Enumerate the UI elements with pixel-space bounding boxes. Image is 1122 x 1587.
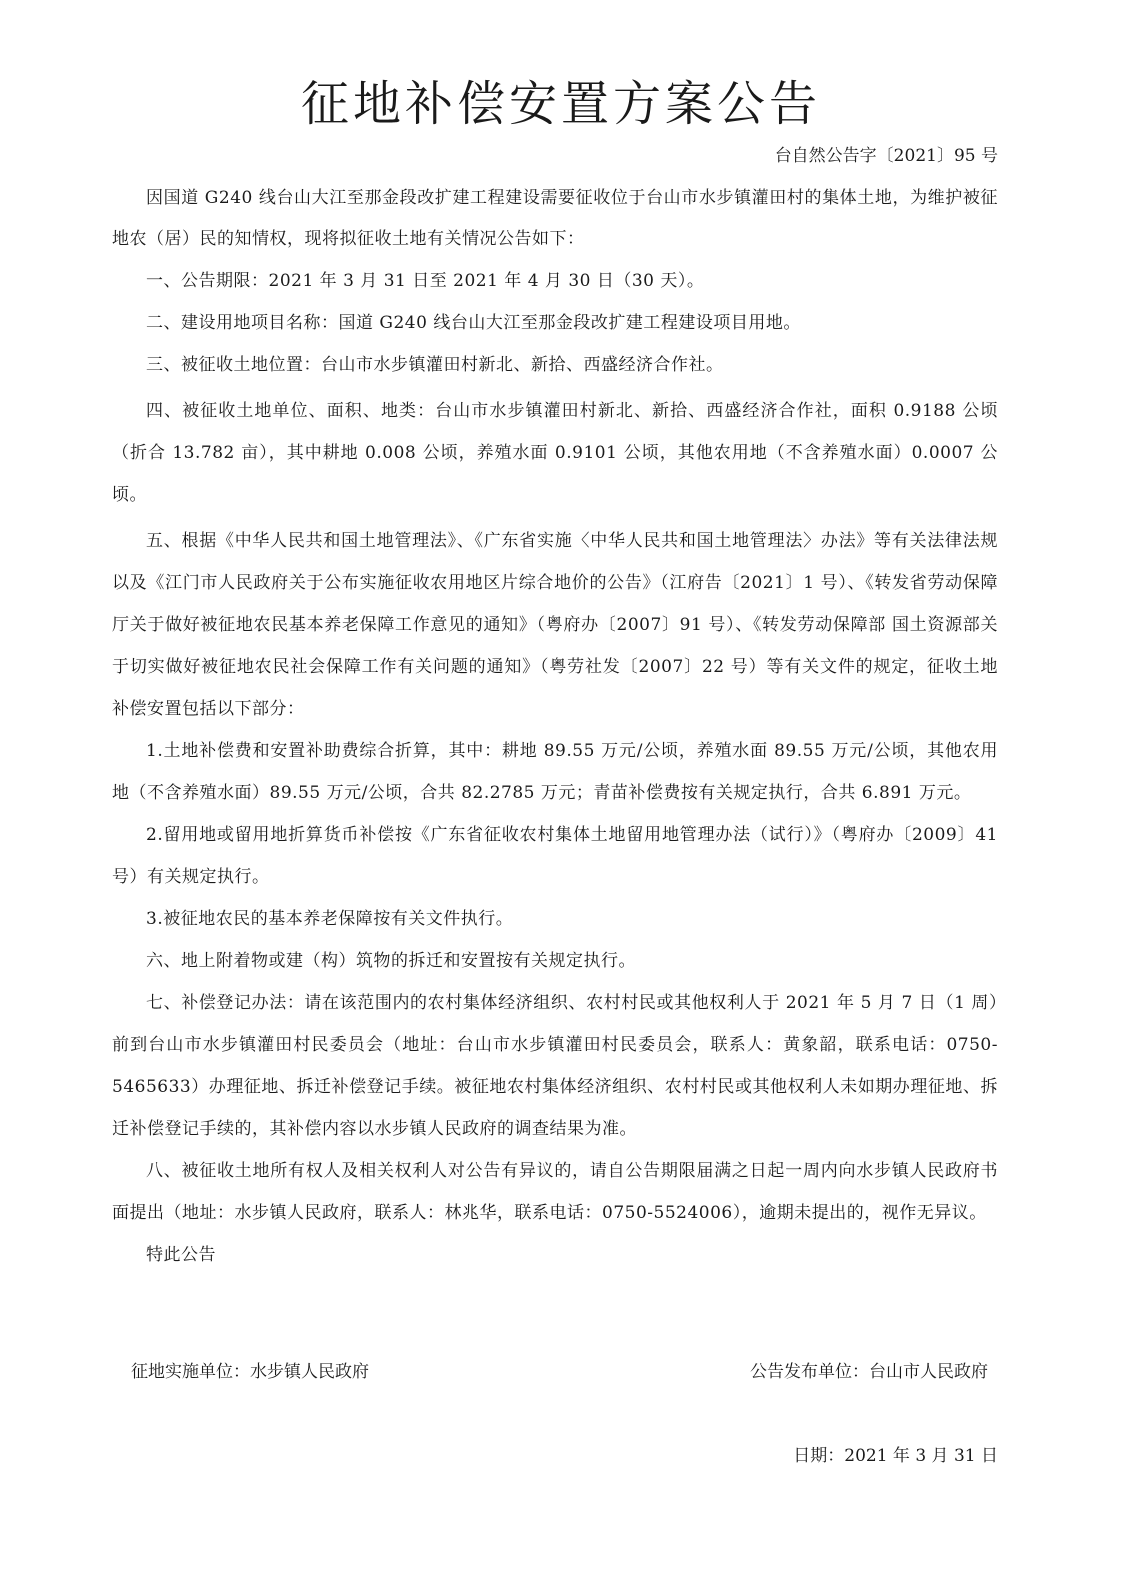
section-7-paragraph: 七、补偿登记办法：请在该范围内的农村集体经济组织、农村村民或其他权利人于 2021 年 5 月 7 日（1 周）前到台山市水步镇灌田村民委员会（地址：台山市水步镇灌田村民委员会，联系人：黄象韶，联系电话：0750-5465633）办理征地、拆迁补偿登记手续。被征地农村集体经济组织、农村村民或其他权利人未如期办理征地、拆迁补偿登记手续的，其补偿内容以水步镇人民政府的调查结果为准。 xyxy=(112,993,998,1139)
section-1-paragraph: 一、公告期限：2021 年 3 月 31 日至 2021 年 4 月 30 日（30 天）。 xyxy=(146,271,705,291)
section-3-paragraph: 三、被征收土地位置：台山市水步镇灌田村新北、新拾、西盛经济合作社。 xyxy=(146,355,724,375)
section-6-paragraph: 六、地上附着物或建（构）筑物的拆迁和安置按有关规定执行。 xyxy=(146,951,636,971)
implementing-unit: 征地实施单位：水步镇人民政府 xyxy=(131,1362,369,1382)
publishing-unit: 公告发布单位：台山市人民政府 xyxy=(750,1362,988,1382)
closing-paragraph: 特此公告 xyxy=(146,1245,216,1265)
item-1-paragraph: 1.土地补偿费和安置补助费综合折算，其中：耕地 89.55 万元/公顷，养殖水面 89.55 万元/公顷，其他农用地（不含养殖水面）89.55 万元/公顷，合共 82.2785 万元；青苗补偿费按有关规定执行，合共 6.891 万元。 xyxy=(112,741,998,803)
page-title: 征地补偿安置方案公告 xyxy=(300,76,821,132)
item-3-paragraph: 3.被征地农民的基本养老保障按有关文件执行。 xyxy=(146,909,514,929)
notice-body xyxy=(112,178,998,1276)
publish-date: 日期：2021 年 3 月 31 日 xyxy=(793,1446,998,1466)
document-number: 台自然公告字〔2021〕95 号 xyxy=(774,146,998,166)
section-5-paragraph: 五、根据《中华人民共和国土地管理法》、《广东省实施〈中华人民共和国土地管理法〉办法》等有关法律法规以及《江门市人民政府关于公布实施征收农用地区片综合地价的公告》（江府告〔2021〕1 号）、《转发省劳动保障厅关于做好被征地农民基本养老保障工作意见的通知》（粤府办〔2007〕91 号）、《转发劳动保障部 国土资源部关于切实做好被征地农民社会保障工作有关问题的通知》（粤劳社发〔2007〕22 号）等有关文件的规定，征收土地补偿安置包括以下部分： xyxy=(112,531,998,719)
section-8-paragraph: 八、被征收土地所有权人及相关权利人对公告有异议的，请自公告期限届满之日起一周内向水步镇人民政府书面提出（地址：水步镇人民政府，联系人：林兆华，联系电话：0750-5524006），逾期未提出的，视作无异议。 xyxy=(112,1161,998,1223)
section-2-paragraph: 二、建设用地项目名称：国道 G240 线台山大江至那金段改扩建工程建设项目用地。 xyxy=(146,313,801,333)
item-2-paragraph: 2.留用地或留用地折算货币补偿按《广东省征收农村集体土地留用地管理办法（试行）》（粤府办〔2009〕41 号）有关规定执行。 xyxy=(112,825,998,887)
section-4-paragraph: 四、被征收土地单位、面积、地类：台山市水步镇灌田村新北、新拾、西盛经济合作社，面积 0.9188 公顷（折合 13.782 亩），其中耕地 0.008 公顷，养殖水面 0.9101 公顷，其他农用地（不含养殖水面）0.0007 公顷。 xyxy=(112,401,998,505)
intro-paragraph: 因国道 G240 线台山大江至那金段改扩建工程建设需要征收位于台山市水步镇灌田村的集体土地，为维护被征地农（居）民的知情权，现将拟征收土地有关情况公告如下： xyxy=(112,188,998,249)
